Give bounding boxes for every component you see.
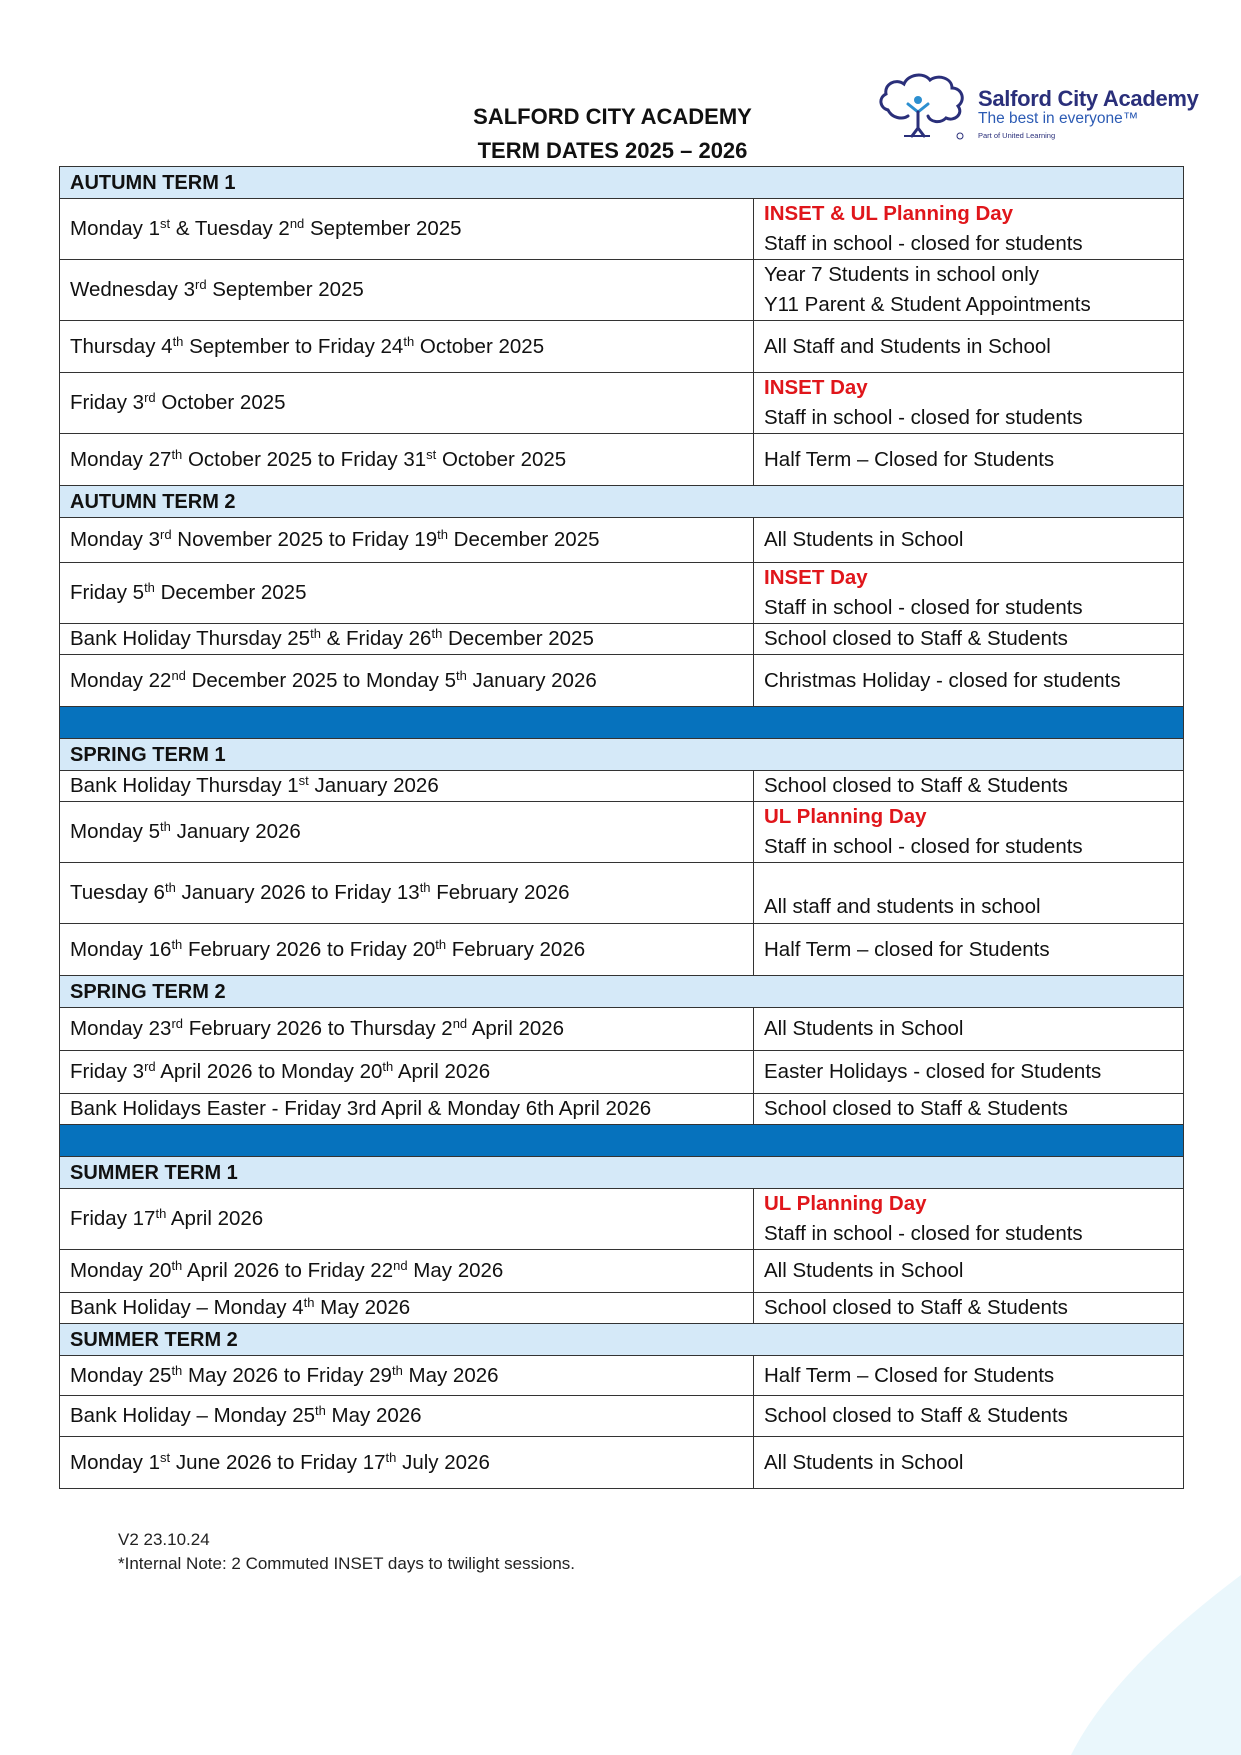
term-heading: SUMMER TERM 1 xyxy=(60,1157,1184,1189)
ordinal-suffix: rd xyxy=(160,527,172,542)
date-cell xyxy=(60,434,754,486)
date-text: Friday 3 xyxy=(70,391,145,414)
date-text: February 2026 xyxy=(446,937,586,961)
table-row xyxy=(60,1356,1184,1396)
term-heading: SUMMER TERM 2 xyxy=(60,1324,1184,1356)
date-text: Bank Holiday – Monday 25 xyxy=(70,1404,316,1427)
date-text: Thursday 4 xyxy=(70,334,173,358)
status-text: Easter Holidays - closed for Students xyxy=(764,1060,1102,1083)
document-title xyxy=(425,100,800,168)
date-cell xyxy=(60,1356,754,1396)
date-text: May 2026 xyxy=(402,1363,499,1387)
section-separator xyxy=(60,1125,1184,1157)
date-text: Monday 22 xyxy=(70,668,172,692)
date-text: October 2025 xyxy=(414,334,545,358)
date-cell xyxy=(60,199,754,260)
table-row xyxy=(60,1189,1184,1250)
date-text: January 2026 xyxy=(170,820,301,843)
table-row xyxy=(60,863,1184,924)
date-cell xyxy=(60,563,754,624)
status-text xyxy=(764,864,1173,892)
footer xyxy=(118,1528,575,1576)
status-text: School closed to Staff & Students xyxy=(764,1296,1068,1319)
status-text: All Students in School xyxy=(764,528,964,551)
date-cell xyxy=(60,1437,754,1489)
date-cell xyxy=(60,1051,754,1094)
separator-bar xyxy=(60,707,1184,739)
status-cell xyxy=(754,199,1184,260)
ordinal-suffix: th xyxy=(171,1362,183,1378)
status-cell xyxy=(754,1250,1184,1293)
date-text: Monday 16 xyxy=(70,937,172,961)
date-text: Friday 17 xyxy=(70,1207,156,1230)
status-text: Staff in school - closed for students xyxy=(764,406,1083,429)
status-text: School closed to Staff & Students xyxy=(764,1097,1068,1120)
status-cell xyxy=(754,434,1184,486)
status-text: Christmas Holiday - closed for students xyxy=(764,668,1121,692)
ordinal-suffix: th xyxy=(172,333,184,349)
date-text: January 2026 to Friday 13 xyxy=(175,881,420,904)
date-text: & Friday 26 xyxy=(320,627,432,650)
table-row xyxy=(60,655,1184,707)
ordinal-suffix: th xyxy=(171,936,183,952)
status-text: All Students in School xyxy=(764,1017,964,1040)
bank-holiday-row xyxy=(60,624,1184,655)
ordinal-suffix: st xyxy=(160,216,171,231)
date-text: April 2026 to Friday 22 xyxy=(182,1259,394,1282)
date-text: September to Friday 24 xyxy=(183,334,404,358)
status-cell xyxy=(754,1396,1184,1437)
date-text: Monday 23 xyxy=(70,1017,172,1040)
status-text: Staff in school - closed for students xyxy=(764,596,1083,619)
ordinal-suffix: th xyxy=(171,1258,183,1273)
logo-name: Salford City Academy xyxy=(978,86,1199,111)
date-text: Monday 20 xyxy=(70,1259,172,1282)
date-cell xyxy=(60,863,754,924)
date-text: Bank Holidays Easter - Friday 3rd April & Monday 6th April 2026 xyxy=(70,1097,652,1120)
date-text: May 2026 xyxy=(314,1296,411,1319)
status-cell xyxy=(754,1094,1184,1125)
date-text: Tuesday 6 xyxy=(70,881,165,904)
date-cell xyxy=(60,624,754,655)
date-text: Friday 5 xyxy=(70,581,145,604)
term-header-row xyxy=(60,976,1184,1008)
ordinal-suffix: rd xyxy=(144,1059,156,1074)
date-text: Monday 3 xyxy=(70,528,161,551)
date-text: April 2026 xyxy=(393,1060,491,1083)
ordinal-suffix: rd xyxy=(171,1016,183,1031)
date-text: May 2026 to Friday 29 xyxy=(182,1363,392,1387)
status-cell xyxy=(754,518,1184,563)
date-text: April 2026 to Monday 20 xyxy=(155,1060,383,1083)
ordinal-suffix: st xyxy=(426,446,437,462)
date-text: Monday 25 xyxy=(70,1363,172,1387)
status-text: Half Term – Closed for Students xyxy=(764,447,1055,471)
table-row xyxy=(60,1008,1184,1051)
date-text: Monday 1 xyxy=(70,1450,161,1474)
status-text: School closed to Staff & Students xyxy=(764,774,1068,797)
ordinal-suffix: th xyxy=(303,1295,315,1310)
status-cell xyxy=(754,1437,1184,1489)
ordinal-suffix: nd xyxy=(289,216,305,231)
date-cell xyxy=(60,321,754,373)
table-row xyxy=(60,321,1184,373)
academy-logo xyxy=(874,70,1204,150)
ordinal-suffix: th xyxy=(435,936,447,952)
status-cell xyxy=(754,1356,1184,1396)
date-text: October 2025 xyxy=(155,391,286,414)
logo-subtitle: Part of United Learning xyxy=(978,131,1056,140)
version-label: V2 23.10.24 xyxy=(118,1530,210,1549)
term-header-row xyxy=(60,1324,1184,1356)
event-type-label: INSET & UL Planning Day xyxy=(764,202,1014,225)
table-row xyxy=(60,1250,1184,1293)
status-text: Staff in school - closed for students xyxy=(764,232,1083,255)
date-text: September 2025 xyxy=(304,217,462,240)
status-cell xyxy=(754,863,1184,924)
date-text: February 2026 to Thursday 2 xyxy=(183,1017,453,1040)
date-text: Wednesday 3 xyxy=(70,278,195,301)
ordinal-suffix: th xyxy=(391,1362,403,1378)
term-header-row xyxy=(60,739,1184,771)
event-type-label: INSET Day xyxy=(764,376,868,399)
ordinal-suffix: th xyxy=(431,626,443,641)
ordinal-suffix: st xyxy=(298,773,309,788)
bank-holiday-row xyxy=(60,1094,1184,1125)
ordinal-suffix: th xyxy=(171,446,183,462)
date-cell xyxy=(60,1008,754,1051)
title-line-2: TERM DATES 2025 – 2026 xyxy=(477,138,748,163)
ordinal-suffix: th xyxy=(403,333,415,349)
corner-decoration xyxy=(881,1515,1241,1755)
date-cell xyxy=(60,924,754,976)
date-text: Monday 1 xyxy=(70,217,161,240)
event-type-label: INSET Day xyxy=(764,566,868,589)
term-heading: SPRING TERM 1 xyxy=(60,739,1184,771)
table-row xyxy=(60,802,1184,863)
date-text: & Tuesday 2 xyxy=(170,217,290,240)
status-text: All Students in School xyxy=(764,1450,964,1474)
status-cell xyxy=(754,1189,1184,1250)
term-dates-table xyxy=(59,166,1184,1489)
status-cell xyxy=(754,373,1184,434)
ordinal-suffix: th xyxy=(155,1206,167,1221)
date-cell xyxy=(60,1250,754,1293)
status-text: Staff in school - closed for students xyxy=(764,1222,1083,1245)
status-text: School closed to Staff & Students xyxy=(764,627,1068,650)
status-cell xyxy=(754,563,1184,624)
date-cell xyxy=(60,771,754,802)
ordinal-suffix: th xyxy=(160,819,171,834)
table-row xyxy=(60,434,1184,486)
date-text: Monday 27 xyxy=(70,447,172,471)
ordinal-suffix: nd xyxy=(393,1258,408,1273)
term-header-row xyxy=(60,1157,1184,1189)
status-text: Year 7 Students in school only xyxy=(764,263,1040,286)
status-text: Y11 Parent & Student Appointments xyxy=(764,293,1091,316)
date-cell xyxy=(60,802,754,863)
date-text: January 2026 xyxy=(308,774,439,797)
status-cell xyxy=(754,321,1184,373)
bank-holiday-row xyxy=(60,1396,1184,1437)
status-text: All staff and students in school xyxy=(764,895,1041,918)
date-text: December 2025 to Monday 5 xyxy=(185,668,456,692)
status-cell xyxy=(754,1293,1184,1324)
status-text: All Students in School xyxy=(764,1259,964,1282)
table-row xyxy=(60,260,1184,321)
term-heading: AUTUMN TERM 2 xyxy=(60,486,1184,518)
ordinal-suffix: th xyxy=(382,1059,394,1074)
table-row xyxy=(60,563,1184,624)
date-text: December 2025 xyxy=(447,528,600,551)
date-cell xyxy=(60,518,754,563)
separator-bar xyxy=(60,1125,1184,1157)
title-line-1: SALFORD CITY ACADEMY xyxy=(473,104,752,129)
date-text: Monday 5 xyxy=(70,820,161,843)
date-text: December 2025 xyxy=(154,581,307,604)
bank-holiday-row xyxy=(60,1293,1184,1324)
date-cell xyxy=(60,260,754,321)
date-text: April 2026 xyxy=(467,1017,565,1040)
status-text: Half Term – Closed for Students xyxy=(764,1363,1055,1387)
bank-holiday-row xyxy=(60,771,1184,802)
ordinal-suffix: th xyxy=(164,880,176,895)
date-text: October 2025 to Friday 31 xyxy=(182,447,427,471)
date-cell xyxy=(60,373,754,434)
status-cell xyxy=(754,624,1184,655)
date-text: May 2026 xyxy=(407,1259,504,1282)
ordinal-suffix: nd xyxy=(171,667,186,683)
term-header-row xyxy=(60,486,1184,518)
date-cell xyxy=(60,1293,754,1324)
table-row xyxy=(60,924,1184,976)
date-text: November 2025 to Friday 19 xyxy=(171,528,438,551)
date-text: July 2026 xyxy=(396,1450,490,1474)
date-cell xyxy=(60,1094,754,1125)
date-text: Bank Holiday Thursday 1 xyxy=(70,774,299,797)
ordinal-suffix: th xyxy=(455,667,467,683)
date-text: May 2026 xyxy=(325,1404,422,1427)
internal-note: *Internal Note: 2 Commuted INSET days to twilight sessions. xyxy=(118,1554,575,1573)
date-text: February 2026 xyxy=(430,881,570,904)
status-text: School closed to Staff & Students xyxy=(764,1404,1068,1427)
date-text: Friday 3 xyxy=(70,1060,145,1083)
status-cell xyxy=(754,771,1184,802)
date-text: December 2025 xyxy=(442,627,594,650)
table-row xyxy=(60,373,1184,434)
date-text: October 2025 xyxy=(436,447,567,471)
term-heading: SPRING TERM 2 xyxy=(60,976,1184,1008)
date-text: Bank Holiday Thursday 25 xyxy=(70,627,311,650)
ordinal-suffix: th xyxy=(315,1403,326,1418)
status-cell xyxy=(754,802,1184,863)
table-row xyxy=(60,1051,1184,1094)
date-text: January 2026 xyxy=(466,668,597,692)
status-cell xyxy=(754,1051,1184,1094)
date-text: April 2026 xyxy=(166,1207,264,1230)
date-cell xyxy=(60,1189,754,1250)
ordinal-suffix: rd xyxy=(144,390,156,405)
status-cell xyxy=(754,1008,1184,1051)
table-row xyxy=(60,199,1184,260)
ordinal-suffix: th xyxy=(310,626,321,641)
ordinal-suffix: rd xyxy=(194,277,207,292)
ordinal-suffix: th xyxy=(144,580,155,595)
date-text: Bank Holiday – Monday 4 xyxy=(70,1296,304,1319)
status-text: Staff in school - closed for students xyxy=(764,835,1083,858)
event-type-label: UL Planning Day xyxy=(764,1192,927,1215)
section-separator xyxy=(60,707,1184,739)
status-cell xyxy=(754,260,1184,321)
date-text: June 2026 to Friday 17 xyxy=(170,1450,386,1474)
tree-figure-icon xyxy=(874,70,974,150)
ordinal-suffix: nd xyxy=(452,1016,468,1031)
logo-tagline: The best in everyone™ xyxy=(978,110,1139,127)
date-cell xyxy=(60,655,754,707)
status-text: All Staff and Students in School xyxy=(764,334,1051,358)
table-row xyxy=(60,518,1184,563)
status-cell xyxy=(754,655,1184,707)
ordinal-suffix: th xyxy=(419,880,431,895)
table-row xyxy=(60,1437,1184,1489)
status-cell xyxy=(754,924,1184,976)
date-text: September 2025 xyxy=(206,278,364,301)
date-cell xyxy=(60,1396,754,1437)
ordinal-suffix: st xyxy=(160,1449,171,1465)
status-text: Half Term – closed for Students xyxy=(764,937,1050,961)
ordinal-suffix: th xyxy=(437,527,448,542)
event-type-label: UL Planning Day xyxy=(764,805,927,828)
term-heading: AUTUMN TERM 1 xyxy=(60,167,1184,199)
ordinal-suffix: th xyxy=(385,1449,397,1465)
date-text: February 2026 to Friday 20 xyxy=(182,937,436,961)
term-header-row xyxy=(60,167,1184,199)
